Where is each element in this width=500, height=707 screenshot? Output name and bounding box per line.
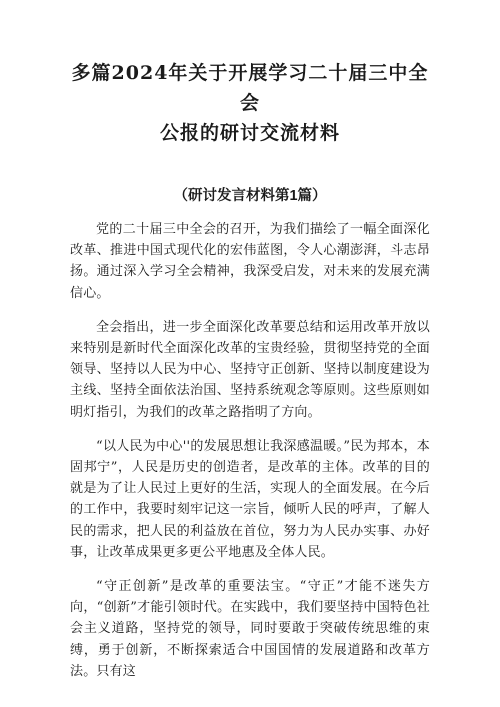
document-subtitle: （研讨发言材料第1篇）	[173, 188, 327, 204]
title-line-2: 公报的研讨交流材料	[159, 122, 340, 144]
paragraph-4: “守正创新”是改革的重要法宝。“守正”才能不迷失方向，“创新”才能引领时代。在实践中，我们要坚持中国特色社会主义道路，坚持党的领导，同时要敢于突破传统思维的束缚，勇于创新，不断探索适合中国国情的发展道路和改革方法。只有这	[70, 579, 430, 679]
paragraph-1: 党的二十届三中全会的召开，为我们描绘了一幅全面深化改革、推进中国式现代化的宏伟蓝图，令人心潮澎湃，斗志昂扬。通过深入学习全会精神，我深受启发，对未来的发展充满信心。	[70, 222, 430, 301]
paragraph-3: “以人民为中心''的发展思想让我深感温暖。”民为邦本，本固邦宁”，人民是历史的创造者，是改革的主体。改革的目的就是为了让人民过上更好的生活，实现人的全面发展。在今后的工作中，我要时刻牢记这一宗旨，倾听人民的呼声，了解人民的需求，把人民的利益放在首位，努力为人民办实事、办好事，让改革成果更多更公平地惠及全体人民。	[70, 438, 430, 560]
paragraph-2: 全会指出，进一步全面深化改革要总结和运用改革开放以来特别是新时代全面深化改革的宝贵经验，贯彻坚持党的全面领导、坚持以人民为中心、坚持守正创新、坚持以制度建设为主线、坚持全面依法治国、坚持系统观念等原则。这些原则如明灯指引，为我们的改革之路指明了方向。	[70, 319, 430, 420]
title-line-1: 多篇2024年关于开展学习二十届三中全会	[71, 62, 429, 114]
document-title	[70, 58, 430, 148]
